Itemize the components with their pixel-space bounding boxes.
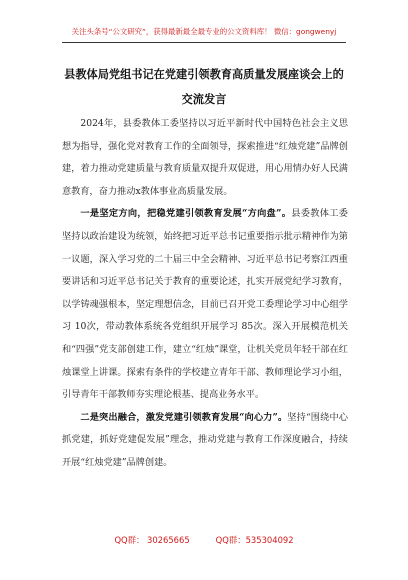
paragraph-point-1 — [62, 203, 348, 406]
footer-qq-group-2: QQ群：535304092 — [215, 535, 294, 545]
footer-qq-group-1: QQ群： 30265665 — [114, 535, 190, 545]
document-title-line1: 县教体局党组书记在党建引领教育高质量发展座谈会上的 — [64, 67, 344, 81]
paragraph-intro — [62, 113, 348, 203]
document-title-line2: 交流发言 — [181, 92, 227, 106]
paragraph-point-2 — [62, 407, 348, 475]
paragraph-text: 2024年，县委教体工委坚持以习近平新时代中国特色社会主义思想为指导，强化党对教育工作的全面领导，探索推进“红烛党建”品牌创建，着力推动党建质量与教育质量双提升双促进，用心用情办好人民满意教育，奋力推动x教体事业高质量发展。 — [62, 118, 348, 197]
paragraph-lead: 二是突出融合，激发党建引领教育发展“向心力”。 — [80, 411, 288, 423]
document-body — [62, 113, 348, 475]
footer-contact — [0, 534, 408, 546]
paragraph-text: 坚持“围绕中心抓党建，抓好党建促发展”理念，推动党建与教育工作深度融合，持续开展“红烛党建”品牌创建。 — [62, 411, 348, 468]
paragraph-lead: 一是坚定方向，把稳党建引领教育发展“方向盘”。 — [80, 208, 292, 220]
paragraph-text: 县委教体工委坚持以政治建设为统领，始终把习近平总书记重要指示批示精神作为第一议题，深入学习党的二十届三中全会精神、习近平总书记考察江西重要讲话和习近平总书记关于教育的重要论述，扎实开展党纪学习教育，以学铸魂强根本，坚定理想信念，目前已召开党工委理论学习中心组学习 10次，带动教体系统各党组织开展学习 85次。深入开展模范机关和“四强”党支部创建工作，建立“红烛”课堂，让机关党员年轻干部在红烛课堂上讲课。探索有条件的学校建立青年干部、教师理论学习小组，引导青年干部教师夯实理论根基、提高业务水平。 — [62, 208, 348, 401]
header-divider — [62, 42, 346, 43]
header-banner: 关注头条号“公文研究”，获得最新最全最专业的公文资料库！ 微信：gongwenyj — [71, 27, 337, 36]
